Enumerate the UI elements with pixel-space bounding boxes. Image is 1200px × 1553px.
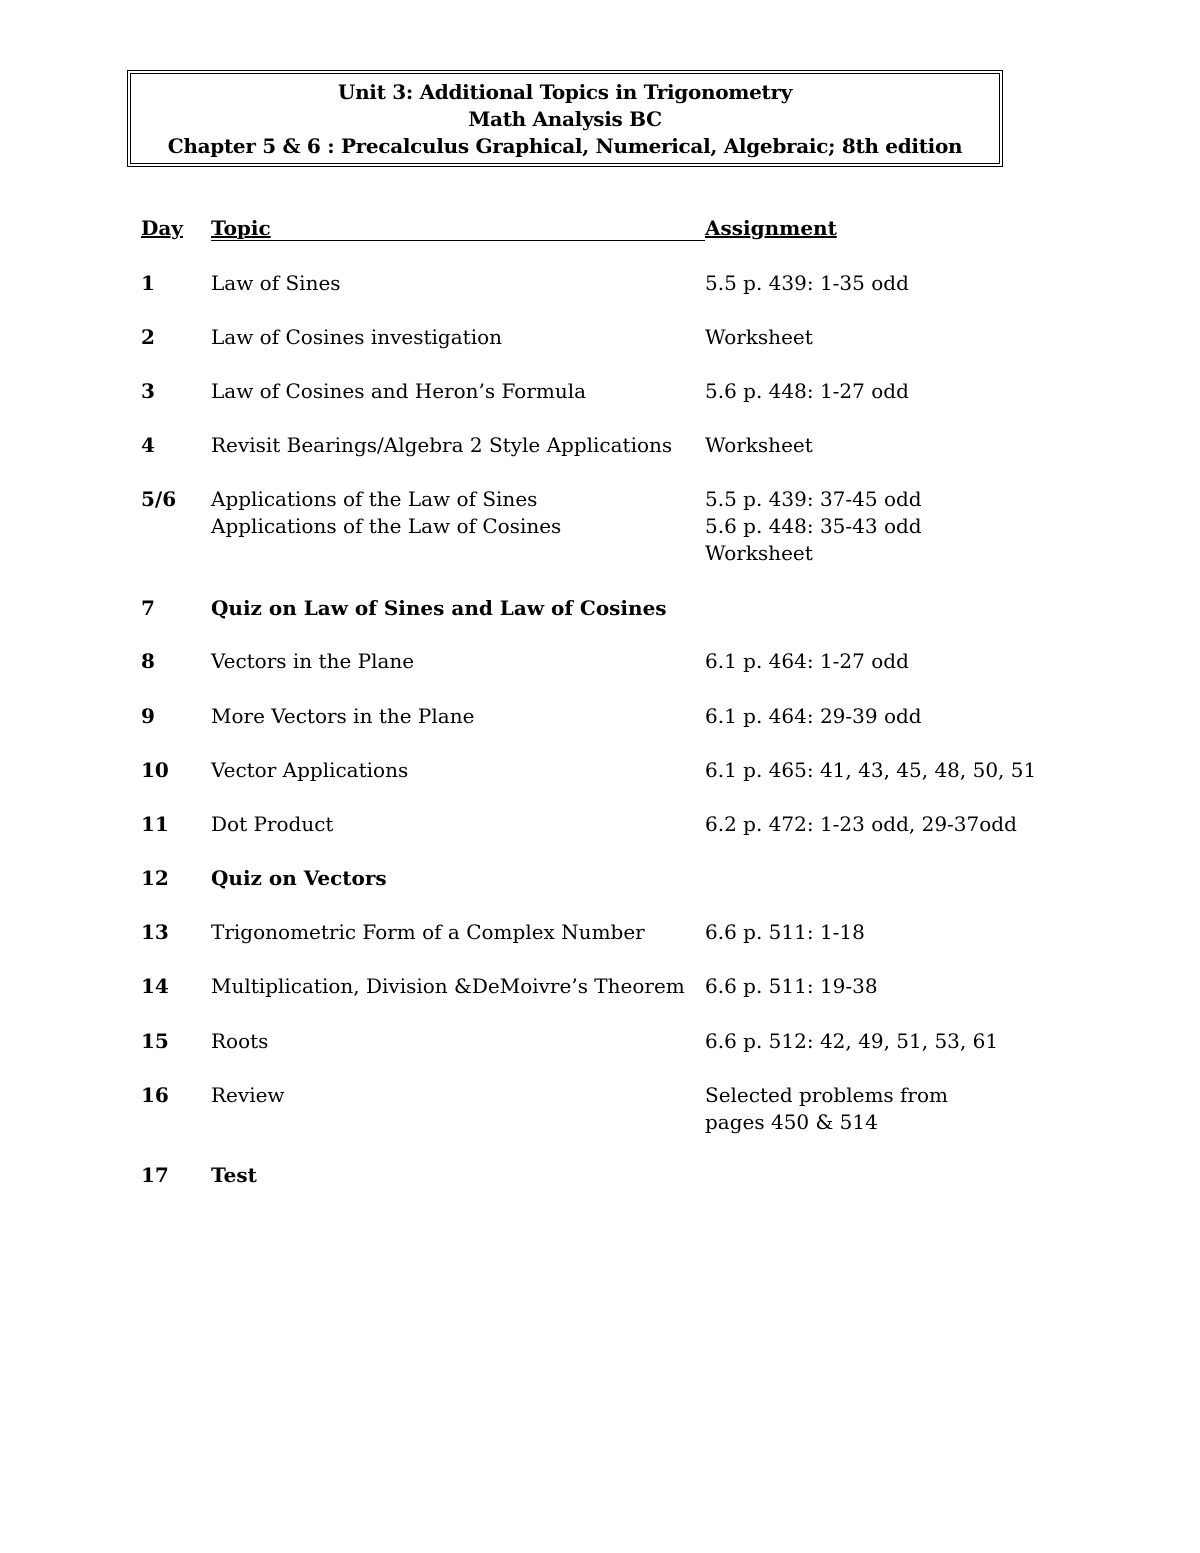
row-assignment	[705, 1028, 1065, 1055]
row-topic-line: Revisit Bearings/Algebra 2 Style Applications	[211, 433, 673, 457]
row-day: 10	[141, 758, 169, 782]
header-day: Day	[141, 216, 183, 240]
row-assignment-line: Worksheet	[705, 541, 813, 565]
schedule-header	[0, 216, 1200, 244]
row-topic-line: Review	[211, 1083, 285, 1107]
row-assignment	[705, 973, 1065, 1000]
row-topic	[211, 1162, 701, 1189]
row-assignment	[705, 919, 1065, 946]
title-box	[127, 70, 1003, 167]
row-assignment	[705, 811, 1065, 838]
row-day: 12	[141, 866, 169, 890]
row-topic-line: Law of Sines	[211, 271, 341, 295]
row-topic	[211, 703, 701, 730]
row-topic-line: Applications of the Law of Cosines	[211, 514, 562, 538]
header-topic: Topic	[211, 216, 705, 241]
row-topic-line: Quiz on Law of Sines and Law of Cosines	[211, 596, 667, 620]
row-assignment-line: 6.6 p. 512: 42, 49, 51, 53, 61	[705, 1029, 999, 1053]
title-chapter: Chapter 5 & 6 : Precalculus Graphical, Numerical, Algebraic; 8th edition	[167, 134, 963, 158]
row-assignment	[705, 757, 1065, 784]
row-assignment	[705, 324, 1065, 351]
row-assignment-line: 5.5 p. 439: 1-35 odd	[705, 271, 909, 295]
row-assignment-line: 6.1 p. 464: 1-27 odd	[705, 649, 909, 673]
row-topic	[211, 432, 701, 459]
row-topic-line: Trigonometric Form of a Complex Number	[211, 920, 645, 944]
row-assignment	[705, 486, 1065, 567]
row-topic	[211, 324, 701, 351]
row-topic-line: Quiz on Vectors	[211, 866, 387, 890]
row-day: 17	[141, 1163, 169, 1187]
row-assignment-line: Selected problems from	[705, 1083, 948, 1107]
row-assignment-line: pages 450 & 514	[705, 1110, 878, 1134]
row-assignment	[705, 432, 1065, 459]
title-course: Math Analysis BC	[468, 107, 662, 131]
row-assignment-line: 5.6 p. 448: 35-43 odd	[705, 514, 922, 538]
row-topic-line: Vectors in the Plane	[211, 649, 415, 673]
row-assignment-line: 6.2 p. 472: 1-23 odd, 29-37odd	[705, 812, 1017, 836]
row-topic	[211, 865, 701, 892]
row-topic	[211, 648, 701, 675]
row-topic	[211, 270, 701, 297]
row-day: 4	[141, 433, 155, 457]
row-topic-line: Roots	[211, 1029, 269, 1053]
row-topic-line: Law of Cosines and Heron’s Formula	[211, 379, 587, 403]
row-topic-line: Vector Applications	[211, 758, 409, 782]
row-day: 8	[141, 649, 155, 673]
row-topic	[211, 973, 701, 1000]
row-topic-line: Dot Product	[211, 812, 334, 836]
row-topic	[211, 1082, 701, 1109]
row-day: 16	[141, 1083, 169, 1107]
row-topic-line: Law of Cosines investigation	[211, 325, 503, 349]
row-day: 1	[141, 271, 155, 295]
row-day: 7	[141, 596, 155, 620]
row-assignment-line: Worksheet	[705, 325, 813, 349]
row-day: 2	[141, 325, 155, 349]
row-assignment-line: 5.5 p. 439: 37-45 odd	[705, 487, 922, 511]
row-assignment-line: 6.1 p. 464: 29-39 odd	[705, 704, 922, 728]
row-topic	[211, 486, 701, 540]
row-day: 3	[141, 379, 155, 403]
row-day: 14	[141, 974, 169, 998]
row-topic-line: Applications of the Law of Sines	[211, 487, 538, 511]
row-topic-line: More Vectors in the Plane	[211, 704, 475, 728]
header-assignment: Assignment	[705, 216, 837, 240]
row-topic	[211, 595, 701, 622]
row-assignment	[705, 1082, 1065, 1136]
row-topic-line: Multiplication, Division &DeMoivre’s Theorem	[211, 974, 685, 998]
row-assignment-line: 5.6 p. 448: 1-27 odd	[705, 379, 909, 403]
row-assignment-line: 6.6 p. 511: 1-18	[705, 920, 865, 944]
title-unit: Unit 3: Additional Topics in Trigonometry	[337, 80, 793, 104]
row-assignment-line: Worksheet	[705, 433, 813, 457]
row-topic	[211, 919, 701, 946]
row-day: 9	[141, 704, 155, 728]
row-day: 11	[141, 812, 169, 836]
row-assignment-line: 6.6 p. 511: 19-38	[705, 974, 878, 998]
row-topic-line: Test	[211, 1163, 257, 1187]
row-topic	[211, 811, 701, 838]
row-topic	[211, 1028, 701, 1055]
row-assignment	[705, 270, 1065, 297]
row-day: 5/6	[141, 487, 177, 511]
row-assignment	[705, 703, 1065, 730]
row-day: 13	[141, 920, 169, 944]
row-assignment	[705, 378, 1065, 405]
row-day: 15	[141, 1029, 169, 1053]
row-assignment	[705, 648, 1065, 675]
row-topic	[211, 757, 701, 784]
row-topic	[211, 378, 701, 405]
row-assignment-line: 6.1 p. 465: 41, 43, 45, 48, 50, 51	[705, 758, 1037, 782]
